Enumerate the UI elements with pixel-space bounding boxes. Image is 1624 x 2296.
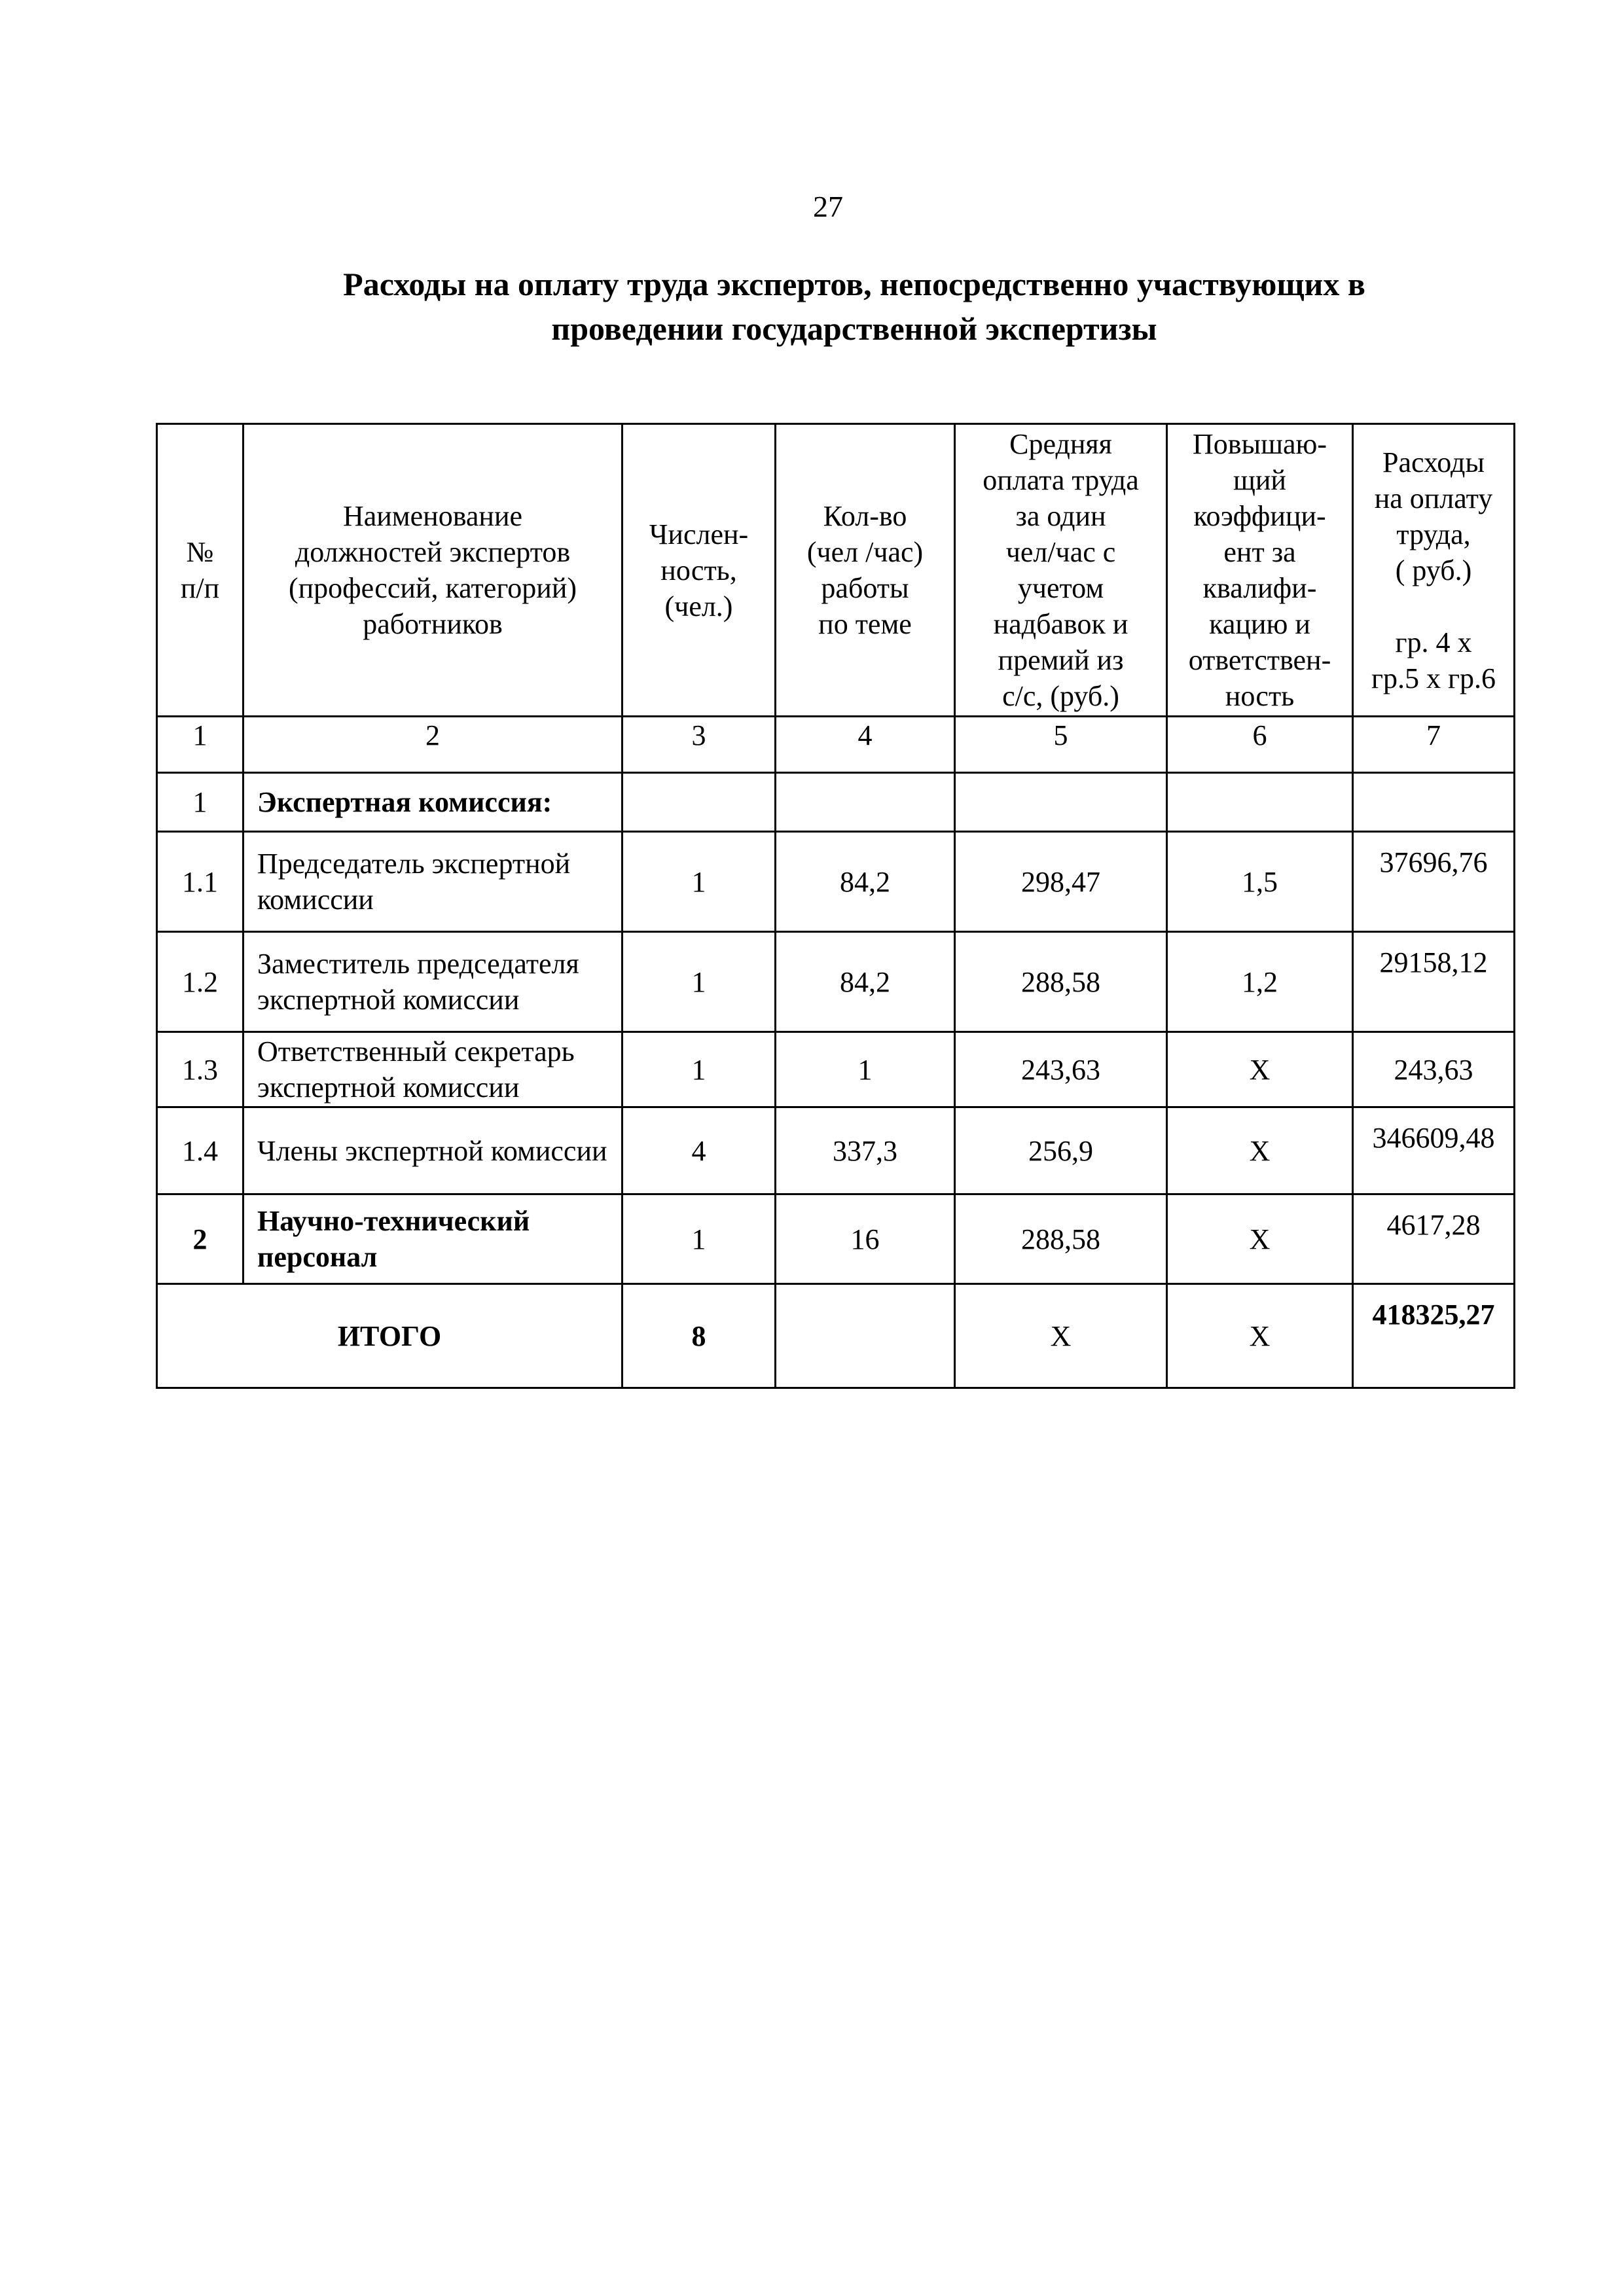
hourly-rate: 288,58 xyxy=(955,1194,1167,1284)
total-row xyxy=(157,1284,1515,1388)
hourly-rate: 288,58 xyxy=(955,932,1167,1032)
expense-total: 37696,76 xyxy=(1353,832,1515,932)
coefficient: 1,2 xyxy=(1167,932,1353,1032)
coefficient: 1,5 xyxy=(1167,832,1353,932)
header-cell-hours: Кол-во (чел /час) работы по теме xyxy=(776,424,955,717)
hourly-rate: 298,47 xyxy=(955,832,1167,932)
table-header-row xyxy=(157,424,1515,717)
header-cell-coefficient: Повышаю- щий коэффици- ент за квалифи- кацию и ответствен- ность xyxy=(1167,424,1353,717)
headcount: 1 xyxy=(623,1032,776,1107)
expense-total: 346609,48 xyxy=(1353,1107,1515,1194)
document-title-line-1: Расходы на оплату труда экспертов, непосредственно участвующих в xyxy=(343,266,1365,302)
column-number: 7 xyxy=(1353,717,1515,773)
expense-total: 243,63 xyxy=(1353,1032,1515,1107)
page-number: 27 xyxy=(813,190,843,223)
column-number: 2 xyxy=(244,717,623,773)
expense-total: 29158,12 xyxy=(1353,932,1515,1032)
table-row xyxy=(157,1107,1515,1194)
coefficient: Х xyxy=(1167,1032,1353,1107)
table-row xyxy=(157,832,1515,932)
header-cell-hourly-rate: Средняя оплата труда за один чел/час с учетом надбавок и премий из с/с, (руб.) xyxy=(955,424,1167,717)
total-headcount: 8 xyxy=(623,1284,776,1388)
total-coefficient: Х xyxy=(1167,1284,1353,1388)
column-number: 1 xyxy=(157,717,244,773)
header-cell-headcount: Числен- ность, (чел.) xyxy=(623,424,776,717)
table-row xyxy=(157,932,1515,1032)
row-number: 1.1 xyxy=(157,832,244,932)
headcount: 4 xyxy=(623,1107,776,1194)
hours: 16 xyxy=(776,1194,955,1284)
total-hourly-rate: Х xyxy=(955,1284,1167,1388)
position-name: Заместитель председателя экспертной комиссии xyxy=(244,932,623,1032)
headcount: 1 xyxy=(623,932,776,1032)
header-cell-expenses: Расходы на оплату труда, ( руб.) гр. 4 х гр.5 х гр.6 xyxy=(1353,424,1515,717)
position-name: Члены экспертной комиссии xyxy=(244,1107,623,1194)
total-hours xyxy=(776,1284,955,1388)
hours: 84,2 xyxy=(776,932,955,1032)
column-number: 3 xyxy=(623,717,776,773)
expense-total: 4617,28 xyxy=(1353,1194,1515,1284)
table-row xyxy=(157,1032,1515,1107)
column-number: 5 xyxy=(955,717,1167,773)
header-cell-position-name: Наименование должностей экспертов (профессий, категорий) работников xyxy=(244,424,623,717)
document-title-line-2: проведении государственной экспертизы xyxy=(551,310,1157,347)
row-number: 1.2 xyxy=(157,932,244,1032)
row-number: 2 xyxy=(157,1194,244,1284)
row-number: 1 xyxy=(157,773,244,832)
row-number: 1.3 xyxy=(157,1032,244,1107)
hours: 1 xyxy=(776,1032,955,1107)
hours: 337,3 xyxy=(776,1107,955,1194)
total-label: ИТОГО xyxy=(157,1284,623,1388)
expenses-table xyxy=(156,423,1515,1389)
headcount: 1 xyxy=(623,832,776,932)
position-name: Ответственный секретарь экспертной комиссии xyxy=(244,1032,623,1107)
section-row xyxy=(157,773,1515,832)
header-cell-number: № п/п xyxy=(157,424,244,717)
section-name: Экспертная комиссия: xyxy=(244,773,623,832)
row-number: 1.4 xyxy=(157,1107,244,1194)
coefficient: Х xyxy=(1167,1107,1353,1194)
document-title xyxy=(216,262,1492,351)
hours: 84,2 xyxy=(776,832,955,932)
position-name: Научно-технический персонал xyxy=(244,1194,623,1284)
hourly-rate: 256,9 xyxy=(955,1107,1167,1194)
hourly-rate: 243,63 xyxy=(955,1032,1167,1107)
grand-total: 418325,27 xyxy=(1353,1284,1515,1388)
table-row xyxy=(157,1194,1515,1284)
column-number: 4 xyxy=(776,717,955,773)
column-number: 6 xyxy=(1167,717,1353,773)
coefficient: Х xyxy=(1167,1194,1353,1284)
position-name: Председатель экспертной комиссии xyxy=(244,832,623,932)
headcount: 1 xyxy=(623,1194,776,1284)
column-number-row xyxy=(157,717,1515,773)
